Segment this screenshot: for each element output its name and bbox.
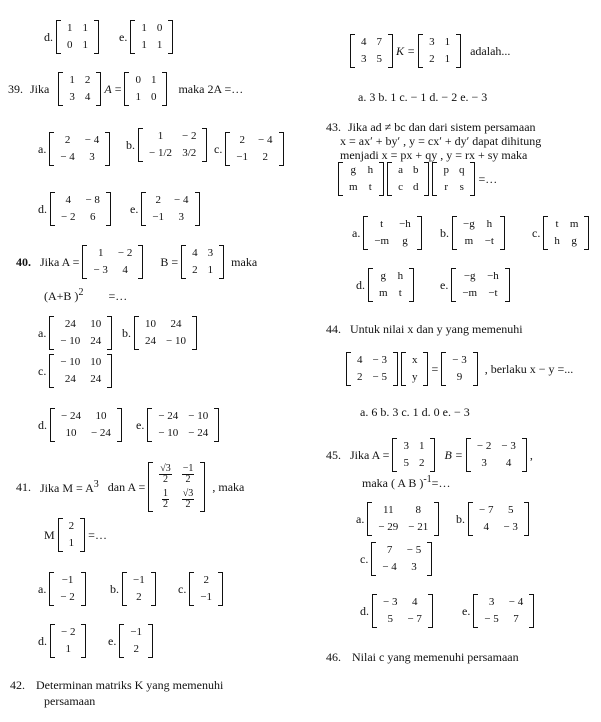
q46-stem: 46. Nilai c yang memenuhi persamaan — [326, 650, 519, 664]
q39-option-c — [214, 132, 284, 166]
q41-stem-line2: M 2 1 =… — [44, 518, 107, 552]
matrix-cell: g — [380, 270, 387, 282]
matrix-cell: − 7 — [479, 504, 494, 516]
matrix-cell: − 29 — [378, 521, 399, 533]
option-label: d. — [38, 201, 47, 216]
matrix-cell: 2 — [64, 134, 71, 146]
matrix-cell: 4 — [361, 36, 367, 48]
matrix-cell: −h — [399, 218, 411, 230]
matrix-cell: 4 — [84, 91, 91, 103]
vector — [119, 624, 153, 658]
matrix-cell: −t — [488, 287, 498, 299]
stem-text: dan A = — [107, 479, 146, 494]
q45-stem: 45. Jika A = 3 1 5 2 B = − 2 − 3 3 4 , — [326, 438, 533, 472]
q45-option-d — [360, 594, 433, 628]
matrix-cell: − 24 — [90, 427, 111, 439]
matrix-cell: − 2 — [182, 130, 197, 142]
question-number: 46. — [326, 650, 341, 664]
matrix-cell: 2 — [262, 151, 269, 163]
matrix-cell: 5 — [387, 613, 393, 625]
matrix-cell: h — [554, 235, 560, 247]
matrix-cell: 5 — [507, 504, 514, 516]
matrix-cell: 24 — [145, 335, 156, 347]
matrix-cell: − 3 — [452, 354, 467, 366]
variable: A = — [104, 81, 122, 96]
matrix-cell: − 4 — [258, 134, 273, 146]
matrix-cell: −1 — [61, 574, 74, 586]
stem-text: maka — [231, 254, 258, 269]
q45-option-c — [360, 542, 432, 576]
question-number: 41. — [16, 479, 31, 494]
option-label: b. — [126, 137, 135, 152]
matrix-cell: b — [412, 164, 419, 176]
matrix — [124, 72, 167, 106]
matrix — [368, 268, 414, 302]
matrix-cell: q — [458, 164, 465, 176]
matrix-cell: − 10 — [60, 356, 81, 368]
option-label: c. — [178, 581, 187, 596]
matrix — [141, 192, 199, 226]
matrix — [372, 594, 433, 628]
q38-options-tail — [44, 20, 173, 54]
matrix — [50, 192, 111, 226]
matrix-cell: 1 — [150, 74, 157, 86]
matrix — [466, 438, 527, 472]
matrix-cell: 2 — [68, 520, 75, 532]
stem-text: Jika A = — [40, 254, 80, 269]
matrix-cell: t — [368, 181, 372, 193]
matrix-cell: t — [555, 218, 559, 230]
matrix-cell: −h — [487, 270, 499, 282]
q43-option-e — [440, 268, 510, 302]
q44-stem: 44. Untuk nilai x dan y yang memenuhi — [326, 322, 523, 336]
matrix-cell: 1 — [82, 39, 88, 51]
matrix-cell: d — [412, 181, 419, 193]
matrix — [181, 245, 224, 279]
question-number: 39. — [8, 81, 23, 96]
q39-stem — [8, 72, 243, 106]
matrix — [473, 594, 534, 628]
q43-option-b — [440, 216, 505, 250]
matrix — [468, 502, 529, 536]
matrix — [346, 352, 398, 386]
option-label: d. — [38, 633, 47, 648]
matrix-cell: − 4 — [84, 134, 100, 146]
matrix-cell: h — [367, 164, 374, 176]
matrix-cell: c — [398, 181, 403, 193]
matrix-cell: − 5 — [372, 371, 387, 383]
matrix-cell: 24 — [64, 373, 76, 385]
matrix-cell: 1 — [69, 74, 75, 86]
option-label: e. — [440, 277, 449, 292]
option-label: b. — [440, 225, 449, 240]
matrix-cell: r — [444, 181, 449, 193]
matrix — [387, 162, 429, 196]
matrix-cell: 10 — [90, 318, 102, 330]
matrix — [49, 132, 110, 166]
option-label: a. — [356, 511, 365, 526]
matrix-cell: s — [459, 181, 464, 193]
matrix-cell: −m — [462, 287, 478, 299]
option-label: d. — [356, 277, 365, 292]
matrix-cell: 2 — [155, 194, 161, 206]
matrix-cell: 1 — [444, 36, 451, 48]
option-label: e. — [136, 417, 145, 432]
matrix-cell: 9 — [456, 371, 463, 383]
matrix-cell: m — [569, 218, 579, 230]
question-number: 42. — [10, 678, 25, 692]
q40-option-a — [38, 316, 112, 350]
matrix-cell: 2 — [418, 457, 425, 469]
matrix — [392, 438, 435, 472]
matrix-cell: 2 — [192, 264, 198, 276]
matrix-cell: 24 — [64, 318, 76, 330]
question-number: 40. — [16, 254, 31, 269]
option-label: d. — [38, 417, 47, 432]
matrix-cell: 4 — [122, 264, 128, 276]
matrix-cell: g — [571, 235, 577, 247]
matrix-cell: −1 — [152, 211, 165, 223]
matrix-cell: 2 — [357, 371, 363, 383]
option-label: b. — [122, 325, 131, 340]
stem-text: maka 2A =… — [178, 81, 244, 96]
matrix-cell: 4 — [65, 194, 71, 206]
q40-stem-line2: (A+B )$^2$ =… — [44, 287, 128, 303]
matrix-cell: 1 — [65, 643, 71, 655]
matrix — [418, 34, 461, 68]
matrix-cell: − 8 — [85, 194, 100, 206]
option-label: b. — [456, 511, 465, 526]
matrix-cell: 3/2 — [182, 147, 197, 159]
matrix-cell: 3 — [411, 561, 417, 573]
matrix-cell: − 3 — [372, 354, 387, 366]
matrix — [543, 216, 589, 250]
matrix-cell: −m — [374, 235, 390, 247]
matrix-cell: − 3 — [503, 521, 518, 533]
option-label: c. — [360, 551, 369, 566]
q40-option-b — [122, 316, 197, 350]
matrix-cell: 7 — [376, 36, 382, 48]
variable: B = — [444, 447, 463, 462]
stem-text: Determinan matriks K yang memenuhi — [36, 678, 224, 692]
matrix-cell: 3 — [207, 247, 214, 259]
matrix-cell: − 4 — [60, 151, 75, 163]
matrix-cell: 1 — [67, 22, 73, 34]
matrix — [134, 316, 197, 350]
option-label: d. — [360, 603, 369, 618]
vector — [189, 572, 223, 606]
q41-option-b — [110, 572, 156, 606]
matrix-cell: m — [349, 181, 358, 193]
matrix-cell: − 24 — [158, 410, 179, 422]
q41-option-d — [38, 624, 86, 658]
q45-option-e — [462, 594, 534, 628]
matrix — [50, 408, 122, 442]
matrix-cell: 4 — [192, 247, 198, 259]
matrix-cell: 2 — [203, 574, 209, 586]
option-label: e. — [119, 29, 128, 44]
matrix — [138, 128, 207, 162]
matrix-cell: − 7 — [407, 613, 422, 625]
q39-option-e — [130, 192, 200, 226]
matrix-cell: 0 — [150, 91, 157, 103]
matrix-cell: − 10 — [60, 335, 81, 347]
matrix-cell: 10 — [65, 427, 77, 439]
matrix-cell: 1 — [82, 22, 88, 34]
matrix-cell: −1 — [236, 151, 249, 163]
q44-options: a. 6 b. 3 c. 1 d. 0 e. − 3 — [360, 405, 470, 419]
matrix — [49, 354, 112, 388]
vector — [49, 572, 85, 606]
q41-option-a — [38, 572, 86, 606]
matrix-cell: 3 — [361, 53, 367, 65]
matrix — [49, 316, 112, 350]
matrix — [147, 408, 219, 442]
vector — [50, 624, 86, 658]
matrix-cell: m — [464, 235, 474, 247]
matrix-cell: h — [397, 270, 404, 282]
matrix — [82, 245, 143, 279]
matrix-cell: − 10 — [188, 410, 209, 422]
matrix-cell: −g — [463, 270, 476, 282]
option-label: e. — [108, 633, 117, 648]
matrix — [350, 34, 393, 68]
q45-option-a — [356, 502, 439, 536]
q41-option-e — [108, 624, 153, 658]
variable: K = — [396, 43, 416, 58]
q40-option-d — [38, 408, 122, 442]
option-label: e. — [462, 603, 471, 618]
matrix — [338, 162, 384, 196]
matrix-cell: 7 — [386, 544, 393, 556]
matrix-cell: 11 — [383, 504, 394, 516]
option-label: e. — [130, 201, 139, 216]
option-label: a. — [38, 325, 47, 340]
matrix-cell: − 4 — [382, 561, 397, 573]
question-number: 45. — [326, 447, 341, 462]
matrix — [363, 216, 421, 250]
q43-option-d — [356, 268, 414, 302]
stem-text: Jika $M = A^3$ — [40, 478, 99, 495]
matrix-cell: −g — [463, 218, 475, 230]
matrix-cell: − 24 — [61, 410, 81, 422]
q44-equation: 4 − 3 2 − 5 x y = − 3 9 , berlaku x − y =... — [346, 352, 573, 386]
matrix-cell: 2 — [133, 643, 139, 655]
q43-option-c — [532, 216, 589, 250]
matrix-cell: 1 — [207, 264, 214, 276]
option-label: a. — [352, 225, 361, 240]
matrix-cell: x — [411, 354, 418, 366]
matrix-cell: − 3 — [93, 264, 108, 276]
matrix-cell: 1 — [141, 39, 147, 51]
matrix-cell: 2 — [84, 74, 91, 86]
q43-product: g h m t a b c d p q r s =… — [338, 162, 497, 196]
option-label: c. — [532, 225, 541, 240]
matrix-cell: 2 — [239, 134, 245, 146]
vector — [401, 352, 429, 386]
matrix-cell: − 1/2 — [149, 147, 173, 159]
q42-options: a. 3 b. 1 c. − 1 d. − 2 e. − 3 — [358, 90, 488, 104]
matrix-cell: y — [411, 371, 418, 383]
matrix-cell: 0 — [156, 22, 163, 34]
matrix-cell: − 24 — [188, 427, 209, 439]
option-label: c. — [38, 363, 47, 378]
q40-option-e — [136, 408, 219, 442]
matrix-cell: 2 — [429, 53, 435, 65]
stem-text: Jika — [30, 81, 50, 96]
matrix-cell: 0 — [135, 74, 141, 86]
q45-stem-line2: maka ( A B )$^{-1}$=… — [362, 474, 451, 490]
matrix-cell: 4 — [411, 596, 418, 608]
vector — [441, 352, 477, 386]
matrix-cell: 4 — [505, 457, 512, 469]
option-label: d. — [44, 29, 53, 44]
matrix — [451, 268, 509, 302]
q39-option-d — [38, 192, 111, 226]
matrix-cell: 1 — [135, 91, 141, 103]
matrix-cell: 3 — [178, 211, 185, 223]
matrix-cell: 1 — [141, 22, 147, 34]
option-label: a. — [38, 141, 47, 156]
matrix-cell: 1 — [156, 39, 163, 51]
matrix-cell: 3 — [429, 36, 435, 48]
matrix-cell: 3 — [481, 457, 487, 469]
matrix-cell: − 5 — [484, 613, 499, 625]
q40-stem — [16, 245, 257, 279]
matrix-cell: − 4 — [174, 194, 189, 206]
matrix-cell: − 2 — [60, 591, 75, 603]
stem-text: B = — [160, 254, 179, 269]
matrix-cell: 10 — [95, 410, 107, 422]
option-label: a. — [38, 581, 47, 596]
question-number: 43. — [326, 120, 341, 134]
matrix — [56, 20, 99, 54]
matrix-cell: 24 — [170, 318, 182, 330]
q43-stem: 43. Jika ad ≠ bc dan dari sistem persamaan x = axʹ + byʹ , y = cxʹ + dyʹ dapat dihitung menjadi x = px + qy , y = rx + sy maka — [326, 120, 542, 162]
q42-equation — [350, 34, 510, 68]
stem-text: , maka — [212, 479, 245, 494]
q41-stem — [16, 462, 244, 512]
matrix-cell: −1 — [200, 591, 213, 603]
q42-stem-line2: persamaan — [44, 694, 96, 708]
matrix-cell: 3 — [488, 596, 495, 608]
matrix — [225, 132, 283, 166]
matrix-cell: − 10 — [166, 335, 186, 347]
matrix-cell: 1 — [157, 130, 164, 142]
matrix — [432, 162, 475, 196]
question-number: 44. — [326, 322, 341, 336]
matrix-cell: g — [402, 235, 408, 247]
matrix-cell: 4 — [483, 521, 489, 533]
matrix-cell: − 3 — [501, 440, 516, 452]
option-label: b. — [110, 581, 119, 596]
q40-option-c — [38, 354, 112, 388]
matrix — [371, 542, 432, 576]
matrix-cell: 10 — [145, 318, 156, 330]
matrix-cell: 5 — [403, 457, 409, 469]
vector — [58, 518, 86, 552]
matrix-cell: 4 — [357, 354, 363, 366]
matrix-cell: − 2 — [61, 211, 76, 223]
matrix-cell: 1 — [97, 247, 104, 259]
matrix-cell: − 5 — [406, 544, 422, 556]
matrix-cell: 6 — [89, 211, 96, 223]
matrix — [130, 20, 173, 54]
matrix — [367, 502, 439, 536]
matrix-cell: g — [350, 164, 357, 176]
fraction-matrix: $\frac{√3}{2}$ $\frac{-1}{2}$ $\frac{1}{2}$ $\frac{√3}{2}$ — [148, 462, 205, 512]
matrix-cell: m — [379, 287, 388, 299]
matrix-cell: 8 — [415, 504, 422, 516]
q45-option-b — [456, 502, 529, 536]
matrix-cell: − 21 — [408, 521, 429, 533]
matrix-cell: 3 — [403, 440, 409, 452]
stem-text: adalah... — [470, 43, 511, 58]
q39-option-b — [126, 128, 207, 162]
matrix-cell: t — [398, 287, 402, 299]
matrix-cell: t — [380, 218, 384, 230]
option-label: c. — [214, 141, 223, 156]
vector — [122, 572, 156, 606]
matrix-cell: − 2 — [61, 626, 76, 638]
matrix-cell: 2 — [136, 591, 142, 603]
matrix-cell: 0 — [67, 39, 73, 51]
matrix-cell: − 3 — [383, 596, 398, 608]
matrix-cell: 1 — [418, 440, 425, 452]
matrix-cell: a — [398, 164, 403, 176]
matrix-cell: 3 — [89, 151, 95, 163]
matrix-cell: p — [443, 164, 449, 176]
matrix — [58, 72, 101, 106]
matrix-cell: 7 — [513, 613, 519, 625]
matrix-cell: − 2 — [117, 247, 133, 259]
matrix-cell: − 10 — [158, 427, 179, 439]
q43-option-a — [352, 216, 422, 250]
q39-option-a — [38, 132, 110, 166]
matrix — [452, 216, 505, 250]
matrix-cell: − 2 — [476, 440, 492, 452]
matrix-cell: 1 — [68, 537, 75, 549]
matrix-cell: h — [486, 218, 493, 230]
q41-option-c — [178, 572, 223, 606]
q42-stem — [10, 678, 223, 693]
matrix-cell: −t — [484, 235, 494, 247]
matrix-cell: 5 — [376, 53, 382, 65]
matrix-cell: 24 — [90, 335, 102, 347]
matrix-cell: −1 — [130, 626, 143, 638]
matrix-cell: −1 — [133, 574, 145, 586]
matrix-cell: 24 — [90, 373, 102, 385]
matrix-cell: 1 — [444, 53, 451, 65]
matrix-cell: − 4 — [508, 596, 524, 608]
matrix-cell: 3 — [69, 91, 75, 103]
matrix-cell: 10 — [90, 356, 102, 368]
